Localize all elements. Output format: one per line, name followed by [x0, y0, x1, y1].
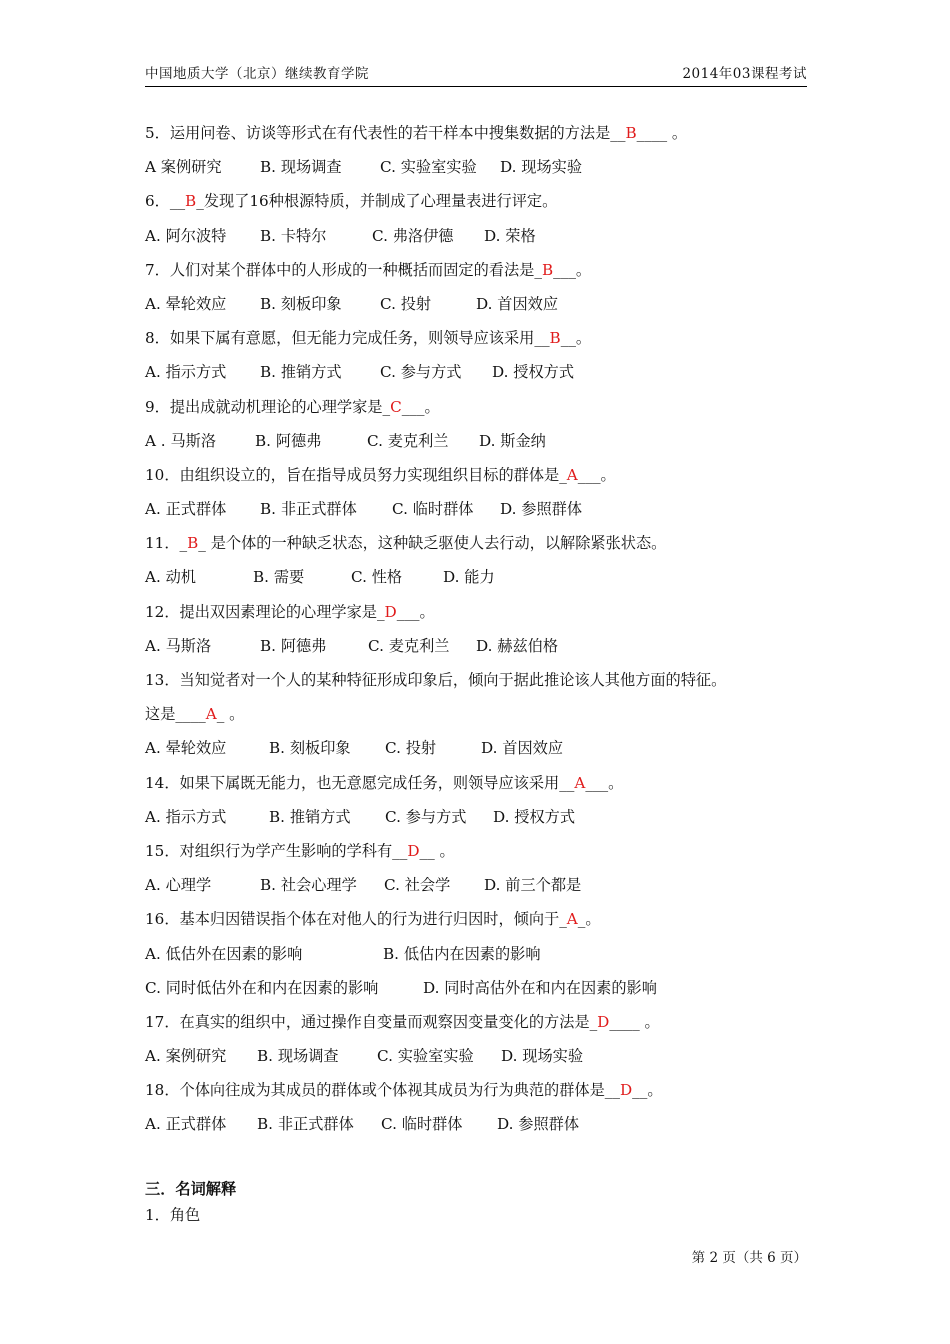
option: D. 首因效应 — [476, 294, 559, 313]
question-stem: 12．提出双因素理论的心理学家是_D___。 — [145, 602, 435, 621]
answer-mark: D — [407, 841, 420, 860]
question-stem: 5．运用问卷、访谈等形式在有代表性的若干样本中搜集数据的方法是__B____ 。 — [145, 124, 688, 142]
question-options — [145, 219, 807, 253]
term-item: 1．角色 — [145, 1206, 201, 1224]
option: A 案例研究 — [145, 158, 222, 177]
option: B. 阿德弗 — [260, 636, 327, 655]
question-options — [145, 1039, 807, 1073]
question-stem: 7．人们对某个群体中的人形成的一种概括而固定的看法是_B___。 — [145, 260, 592, 279]
option: B. 需要 — [253, 568, 305, 587]
option: B. 卡特尔 — [260, 226, 327, 245]
answer-mark: D — [384, 602, 397, 621]
option: C. 麦克利兰 — [368, 636, 450, 655]
option: A . 马斯洛 — [145, 431, 217, 450]
question-stem: 16．基本归因错误指个体在对他人的行为进行归因时，倾向于_A_。 — [145, 910, 601, 929]
option: B. 推销方式 — [260, 363, 342, 382]
section-title: 三．名词解释 — [145, 1180, 237, 1198]
option: C. 临时群体 — [392, 500, 474, 519]
question-stem: 9．提出成就动机理论的心理学家是_C___。 — [145, 397, 440, 416]
option: A. 案例研究 — [145, 1047, 227, 1066]
question-stem: 6．__B_发现了16种根源特质，并制成了心理量表进行评定。 — [145, 192, 558, 211]
option: A. 指示方式 — [145, 807, 227, 826]
answer-mark: A — [566, 465, 578, 484]
option: B. 低估内在因素的影响 — [383, 944, 541, 963]
answer-mark: B — [541, 260, 554, 279]
option: C. 性格 — [351, 568, 403, 587]
option: B. 阿德弗 — [255, 431, 322, 450]
header-institution: 中国地质大学（北京）继续教育学院 — [145, 66, 369, 82]
answer-mark: D — [597, 1012, 610, 1031]
question-stem: 14．如果下属既无能力，也无意愿完成任务，则领导应该采用__A___。 — [145, 773, 624, 792]
question-options — [145, 731, 807, 765]
option: D. 授权方式 — [492, 363, 575, 382]
question-options — [145, 800, 807, 834]
option: B. 非正式群体 — [260, 500, 357, 519]
option: B. 推销方式 — [269, 807, 351, 826]
option: A. 阿尔波特 — [145, 226, 227, 245]
option: C. 参与方式 — [385, 807, 467, 826]
question-options — [145, 150, 807, 184]
option: B. 现场调查 — [257, 1047, 339, 1066]
question-options — [145, 971, 807, 1005]
option: A. 心理学 — [145, 876, 212, 895]
option: D. 能力 — [443, 568, 495, 587]
answer-mark: A — [205, 705, 217, 724]
question-options — [145, 424, 807, 458]
option: B. 社会心理学 — [260, 876, 357, 895]
question-stem: 17．在真实的组织中，通过操作自变量而观察因变量变化的方法是_D____ 。 — [145, 1012, 660, 1031]
answer-mark: B — [187, 534, 199, 553]
option: A. 正式群体 — [145, 500, 227, 519]
page-number: 第 2 页（共 6 页） — [691, 1250, 807, 1266]
question-stem: 11．_B_ 是个体的一种缺乏状态，这种缺乏驱使人去行动，以解除紧张状态。 — [145, 534, 667, 553]
option: D. 现场实验 — [500, 158, 583, 177]
option: D. 参照群体 — [497, 1115, 580, 1134]
option: B. 刻板印象 — [269, 739, 351, 758]
option: C. 临时群体 — [381, 1115, 463, 1134]
question-options — [145, 492, 807, 526]
option: D. 同时高估外在和内在因素的影响 — [423, 978, 657, 997]
answer-mark: B — [625, 124, 637, 142]
question-stem: 18．个体向往成为其成员的群体或个体视其成员为行为典范的群体是__D__。 — [145, 1081, 663, 1100]
option: C. 弗洛伊德 — [372, 226, 454, 245]
option: C. 同时低估外在和内在因素的影响 — [145, 978, 379, 997]
option: D. 荣格 — [484, 226, 536, 245]
option: D. 前三个都是 — [484, 876, 582, 895]
question-options — [145, 287, 807, 321]
option: C. 投射 — [385, 739, 437, 758]
option: C. 参与方式 — [380, 363, 462, 382]
option: B. 非正式群体 — [257, 1115, 354, 1134]
question-stem: 10．由组织设立的，旨在指导成员努力实现组织目标的群体是_A___。 — [145, 465, 616, 484]
option: A. 晕轮效应 — [145, 294, 227, 313]
option: A. 动机 — [145, 568, 196, 587]
option: D. 斯金纳 — [479, 431, 546, 450]
question-stem: 15．对组织行为学产生影响的学科有__D__ 。 — [145, 841, 455, 860]
question-options — [145, 868, 807, 902]
question-options — [145, 937, 807, 971]
option: D. 参照群体 — [500, 500, 583, 519]
option: B. 刻板印象 — [260, 294, 342, 313]
question-options — [145, 560, 807, 594]
question-stem: 8．如果下属有意愿，但无能力完成任务，则领导应该采用__B__。 — [145, 329, 592, 348]
header-exam: 2014年03课程考试 — [682, 66, 807, 82]
option: B. 现场调查 — [260, 158, 342, 177]
question-options — [145, 1107, 807, 1141]
option: A. 晕轮效应 — [145, 739, 227, 758]
question-list — [145, 116, 807, 1142]
page-header — [145, 64, 807, 87]
option: C. 麦克利兰 — [367, 431, 449, 450]
answer-mark: C — [390, 397, 402, 416]
option: C. 投射 — [380, 294, 432, 313]
option: C. 实验室实验 — [377, 1047, 474, 1066]
option: A. 低估外在因素的影响 — [145, 944, 303, 963]
option: A. 马斯洛 — [145, 636, 212, 655]
option: D. 授权方式 — [493, 807, 576, 826]
answer-mark: A — [574, 773, 586, 792]
question-stem: 13．当知觉者对一个人的某种特征形成印象后，倾向于据此推论该人其他方面的特征。 — [145, 671, 727, 689]
option: C. 实验室实验 — [380, 158, 477, 177]
option: D. 赫兹伯格 — [476, 636, 559, 655]
question-options — [145, 629, 807, 663]
answer-mark: B — [549, 329, 561, 348]
answer-mark: A — [566, 910, 578, 929]
answer-mark: B — [185, 192, 197, 211]
option: A. 指示方式 — [145, 363, 227, 382]
option: D. 首因效应 — [481, 739, 564, 758]
option: D. 现场实验 — [501, 1047, 584, 1066]
question-stem-continued: 这是____A_ 。 — [145, 705, 245, 724]
question-options — [145, 355, 807, 389]
answer-mark: D — [619, 1081, 633, 1100]
option: A. 正式群体 — [145, 1115, 227, 1134]
option: C. 社会学 — [384, 876, 451, 895]
